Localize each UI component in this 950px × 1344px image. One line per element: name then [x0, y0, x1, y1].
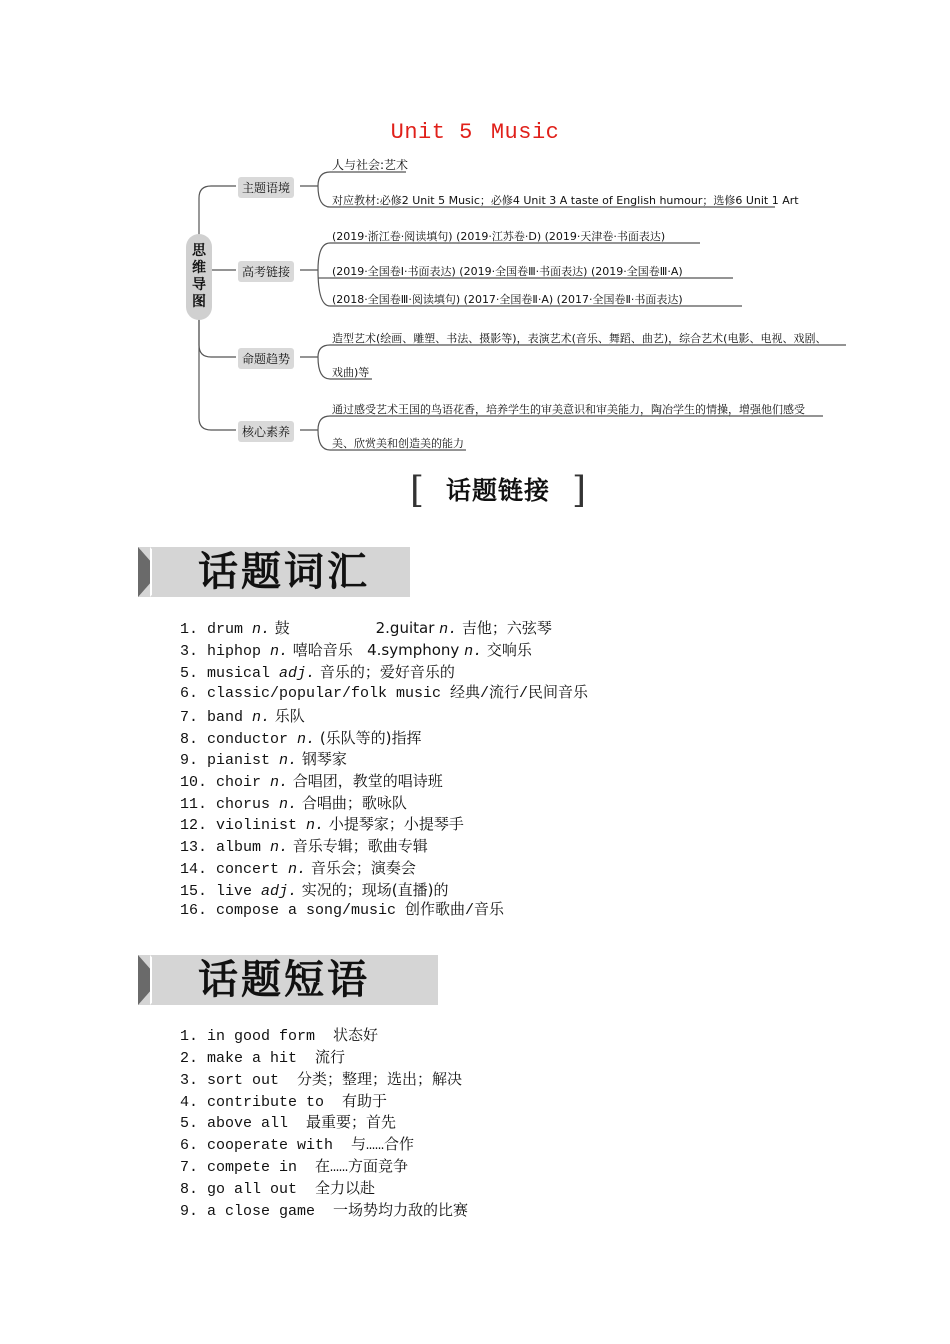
branch-exam-line: (2019·全国卷Ⅰ·书面表达) (2019·全国卷Ⅲ·书面表达) (2019·全国卷Ⅲ·A) — [332, 265, 683, 278]
list-item: 7. compete in 在……方面竞争 — [180, 1159, 409, 1176]
bracket-right: ] — [571, 470, 586, 511]
list-item: 1. drum n. 鼓 2.guitar n. 吉他；六弦琴 — [180, 619, 552, 638]
unit-label: Unit 5 — [390, 120, 473, 145]
phrase-banner — [138, 955, 438, 1005]
branch-exam-line: (2018·全国卷Ⅲ·阅读填句) (2017·全国卷Ⅱ·A) (2017·全国卷Ⅱ·书面表达) — [332, 293, 683, 306]
branch-theme-context: 主题语境 — [238, 177, 294, 198]
list-item: 15. live adj. 实况的；现场(直播)的 — [180, 881, 449, 900]
list-item: 1. in good form 状态好 — [180, 1028, 379, 1045]
branch-trends-line: 造型艺术(绘画、雕塑、书法、摄影等)，表演艺术(音乐、舞蹈、曲艺)，综合艺术(电影、电视、戏剧、 — [332, 332, 827, 345]
list-item: 7. band n. 乐队 — [180, 707, 305, 726]
vocab-heading: 话题词汇 — [198, 549, 370, 595]
list-item: 8. go all out 全力以赴 — [180, 1181, 376, 1198]
list-item: 14. concert n. 音乐会；演奏会 — [180, 859, 416, 878]
branch-theme-line: 人与社会:艺术 — [332, 158, 409, 172]
list-item: 6. cooperate with 与……合作 — [180, 1137, 415, 1154]
list-item: 16. compose a song/music 创作歌曲/音乐 — [180, 902, 505, 919]
list-item: 4. contribute to 有助于 — [180, 1094, 388, 1111]
vocab-banner — [138, 547, 410, 597]
branch-core-line: 美、欣赏美和创造美的能力 — [332, 437, 464, 450]
list-item: 5. above all 最重要；首先 — [180, 1115, 397, 1132]
list-item: 5. musical adj. 音乐的；爱好音乐的 — [180, 663, 455, 682]
list-item: 10. choir n. 合唱团，教堂的唱诗班 — [180, 772, 443, 791]
list-item: 11. chorus n. 合唱曲；歌咏队 — [180, 794, 407, 813]
list-item: 6. classic/popular/folk music 经典/流行/民间音乐 — [180, 685, 589, 702]
branch-trends-line: 戏曲)等 — [332, 366, 370, 379]
list-item: 9. a close game 一场势均力敌的比赛 — [180, 1203, 469, 1220]
list-item: 9. pianist n. 钢琴家 — [180, 750, 347, 769]
list-item: 13. album n. 音乐专辑；歌曲专辑 — [180, 837, 428, 856]
branch-core-literacy: 核心素养 — [238, 421, 294, 442]
unit-topic: Music — [490, 120, 560, 145]
branch-trends: 命题趋势 — [238, 348, 294, 369]
branch-exam-line: (2019·浙江卷·阅读填句) (2019·江苏卷·D) (2019·天津卷·书面表达) — [332, 230, 666, 243]
branch-exam-links: 高考链接 — [238, 261, 294, 282]
branch-theme-line: 对应教材:必修2 Unit 5 Music；必修4 Unit 3 A taste of English humour；选修6 Unit 1 Art — [332, 194, 799, 207]
list-item: 8. conductor n. (乐队等的)指挥 — [180, 729, 422, 748]
bracket-left: [ — [410, 470, 425, 511]
phrase-heading: 话题短语 — [198, 957, 370, 1003]
mindmap-root: 思维导图 — [186, 234, 212, 320]
topic-link-text: 话题链接 — [445, 476, 550, 505]
list-item: 3. sort out 分类；整理；选出；解决 — [180, 1072, 463, 1089]
list-item: 2. make a hit 流行 — [180, 1050, 346, 1067]
list-item: 12. violinist n. 小提琴家；小提琴手 — [180, 815, 464, 834]
branch-core-line: 通过感受艺术王国的鸟语花香，培养学生的审美意识和审美能力，陶冶学生的情操，增强他们感受 — [332, 403, 805, 416]
topic-link-heading — [410, 472, 586, 512]
list-item: 3. hiphop n. 嘻哈音乐 4.symphony n. 交响乐 — [180, 641, 532, 660]
